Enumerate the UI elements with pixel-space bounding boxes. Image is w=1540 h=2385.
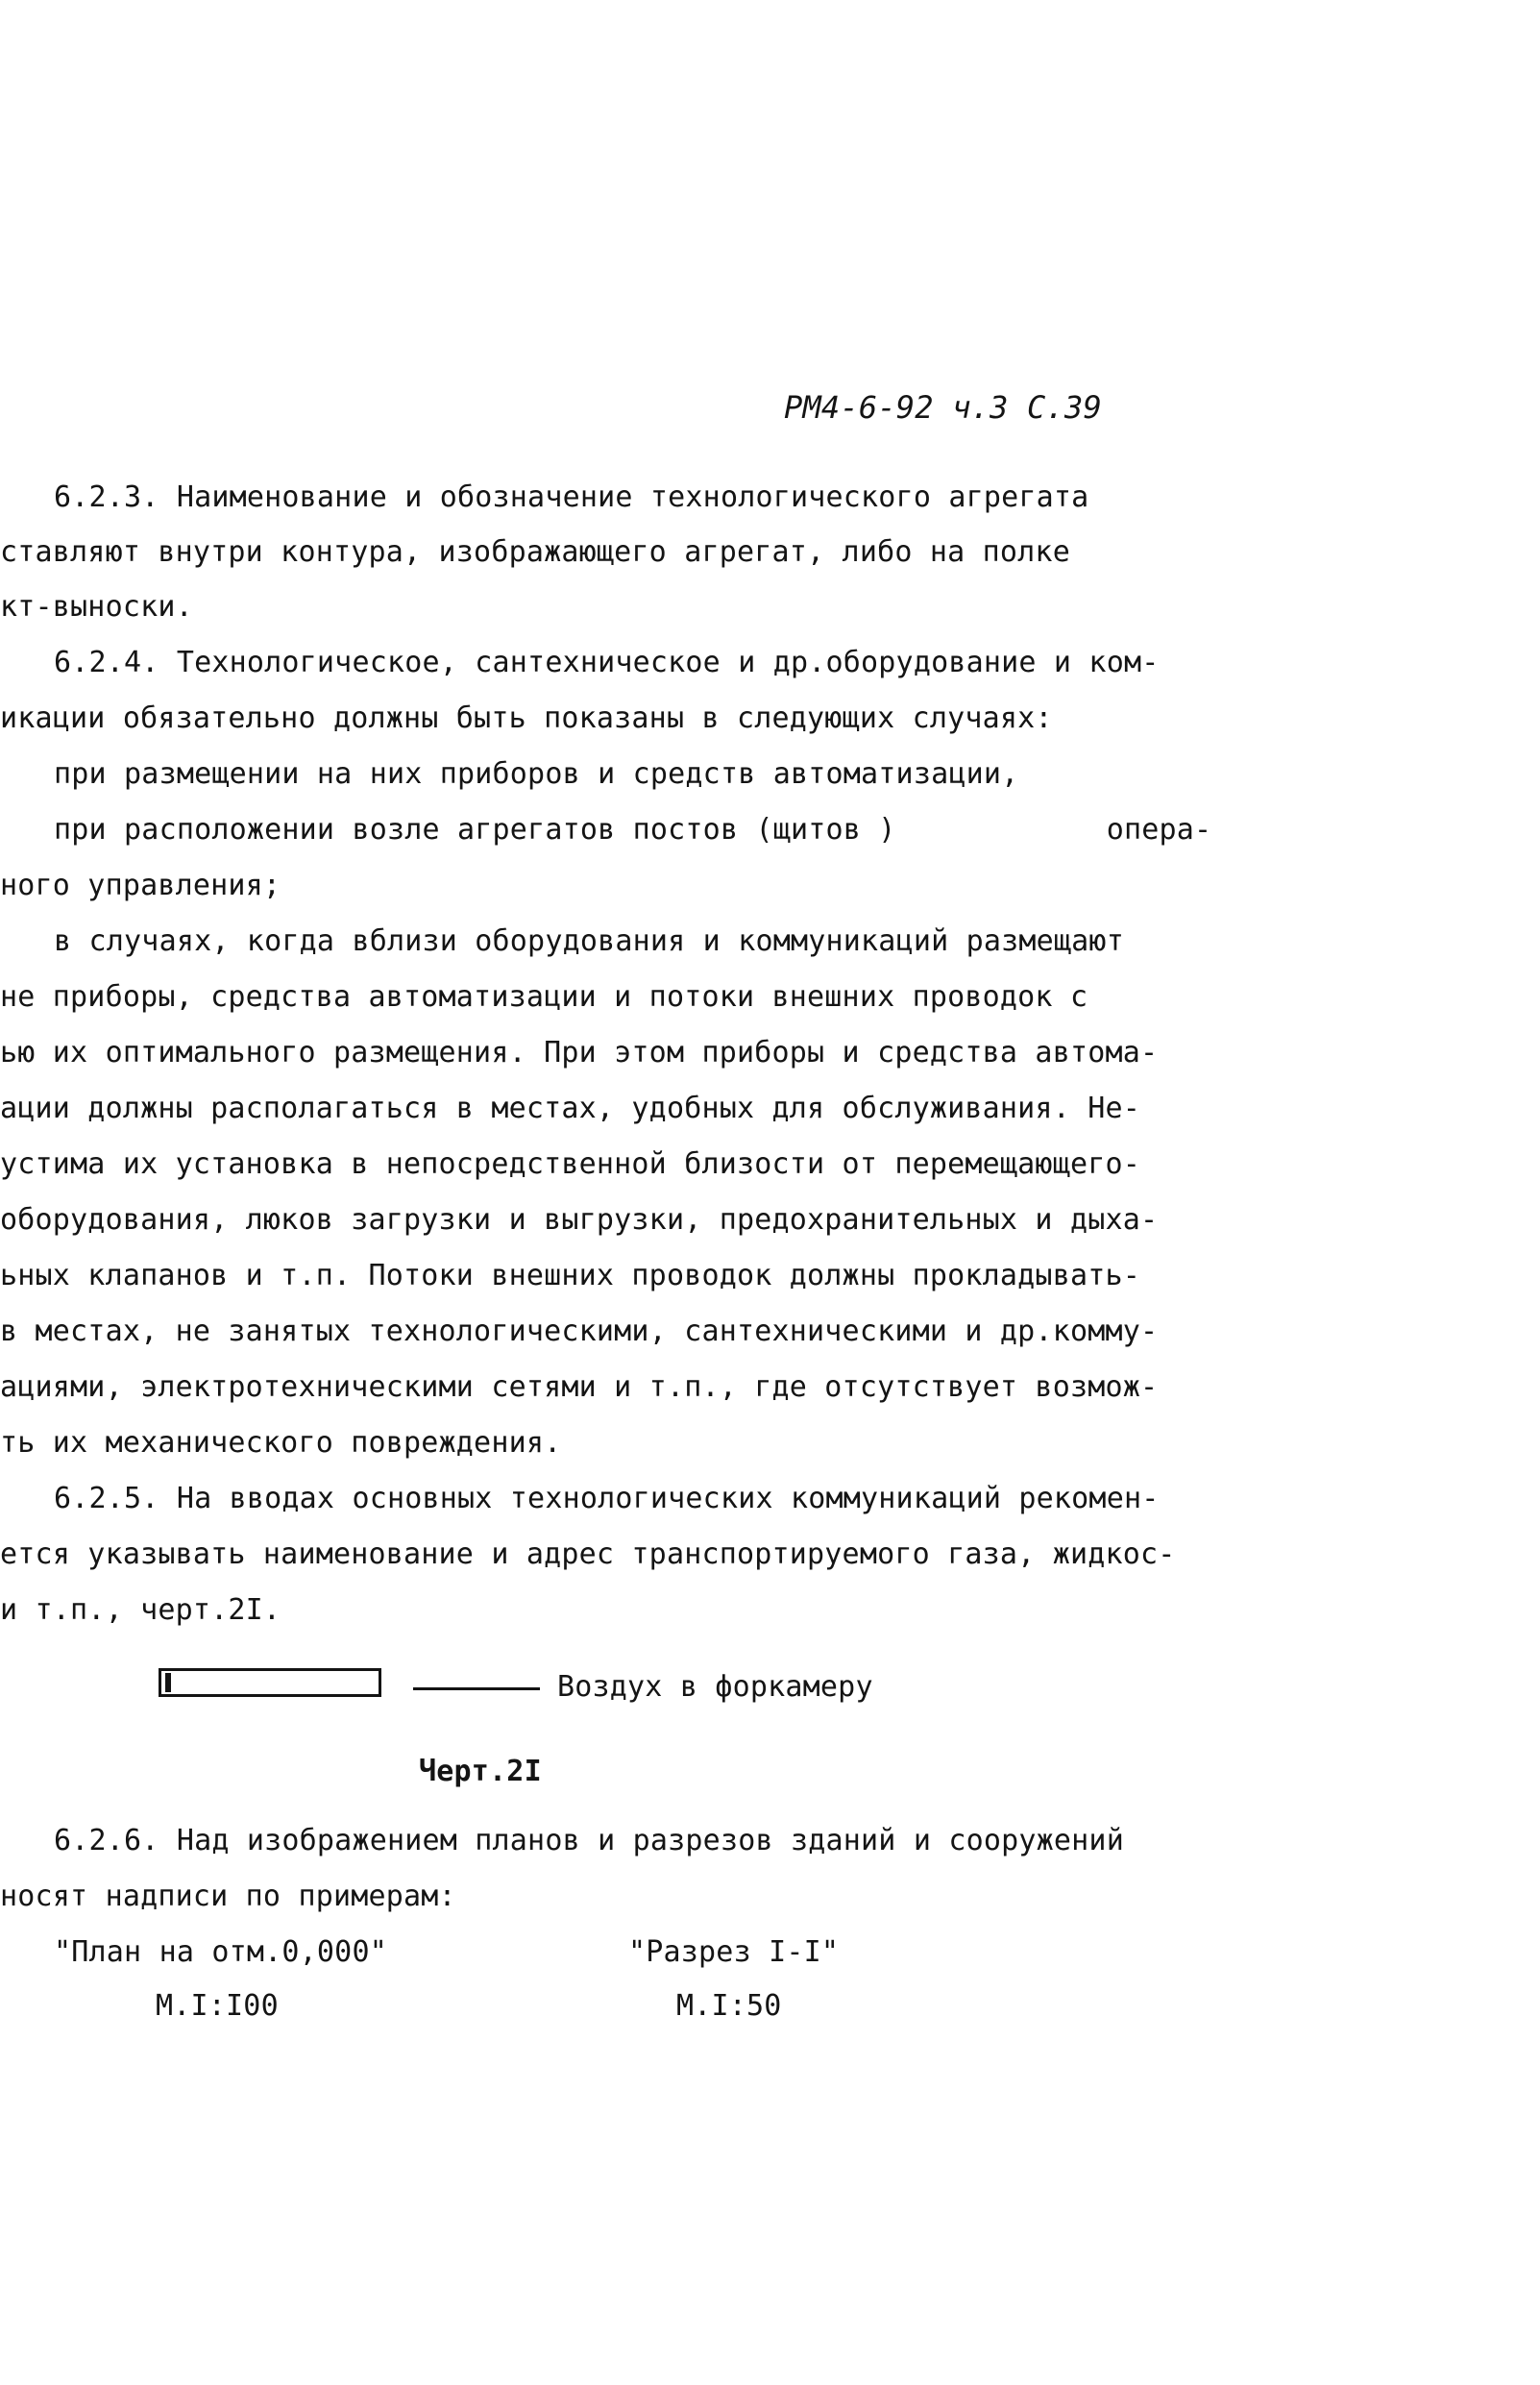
paragraph-6-2-5-line-1: 6.2.5. На вводах основных технологических коммуникаций рекомен- — [54, 1482, 1160, 1515]
paragraph-6-2-6-line-1: 6.2.6. Над изображением планов и разрезов зданий и сооружений — [54, 1824, 1124, 1857]
paragraph-6-2-4-line-1: 6.2.4. Технологическое, сантехническое и др.оборудование и ком- — [54, 646, 1160, 679]
figure-label: Воздух в форкамеру — [557, 1670, 873, 1704]
example-plan-scale: М.I:I00 — [156, 1989, 279, 2023]
paragraph-6-2-4-line-14: ациями, электротехническими сетями и т.п., где отсутствует возмож- — [0, 1370, 1159, 1404]
paragraph-6-2-4-line-3: при размещении на них приборов и средств автоматизации, — [54, 757, 1019, 791]
equipment-symbol — [159, 1668, 381, 1697]
example-plan-title: "План на отм.0,000" — [54, 1935, 387, 1969]
paragraph-6-2-4-line-10: устима их установка в непосредственной близости от перемещающего- — [0, 1147, 1140, 1181]
example-section-scale: М.I:50 — [676, 1989, 782, 2023]
paragraph-6-2-3-line-3: кт-выноски. — [0, 590, 193, 624]
paragraph-6-2-4-line-4: при расположении возле агрегатов постов (щитов ) опера- — [54, 813, 1212, 847]
paragraph-6-2-5-line-2: ется указывать наименование и адрес транспортируемого газа, жидкос- — [0, 1537, 1176, 1571]
paragraph-6-2-4-line-6: в случаях, когда вблизи оборудования и коммуникаций размещают — [54, 924, 1124, 958]
paragraph-6-2-4-line-9: ации должны располагаться в местах, удобных для обслуживания. Не- — [0, 1092, 1140, 1125]
paragraph-6-2-4-line-11: оборудования, люков загрузки и выгрузки, предохранительных и дыха- — [0, 1203, 1159, 1237]
paragraph-6-2-4-line-13: в местах, не занятых технологическими, сантехническими и др.комму- — [0, 1315, 1159, 1348]
figure-caption: Черт.2I — [419, 1755, 542, 1788]
paragraph-6-2-3-line-2: ставляют внутри контура, изображающего агрегат, либо на полке — [0, 535, 1070, 569]
leader-line — [413, 1687, 540, 1690]
paragraph-6-2-4-line-7: не приборы, средства автоматизации и потоки внешних проводок с — [0, 980, 1088, 1014]
paragraph-6-2-4-line-2: икации обязательно должны быть показаны в следующих случаях: — [0, 701, 1053, 735]
example-section-title: "Разрез I-I" — [628, 1935, 840, 1969]
paragraph-6-2-4-line-12: ьных клапанов и т.п. Потоки внешних проводок должны прокладывать- — [0, 1259, 1140, 1292]
paragraph-6-2-4-line-8: ью их оптимального размещения. При этом приборы и средства автома- — [0, 1036, 1159, 1070]
document-reference: РМ4-6-92 ч.3 С.39 — [784, 389, 1102, 426]
paragraph-6-2-6-line-2: носят надписи по примерам: — [0, 1880, 456, 1913]
paragraph-6-2-4-line-5: ного управления; — [0, 869, 281, 902]
paragraph-6-2-3-line-1: 6.2.3. Наименование и обозначение технологического агрегата — [54, 480, 1089, 514]
paragraph-6-2-5-line-3: и т.п., черт.2I. — [0, 1593, 281, 1627]
paragraph-6-2-4-line-15: ть их механического повреждения. — [0, 1426, 562, 1460]
